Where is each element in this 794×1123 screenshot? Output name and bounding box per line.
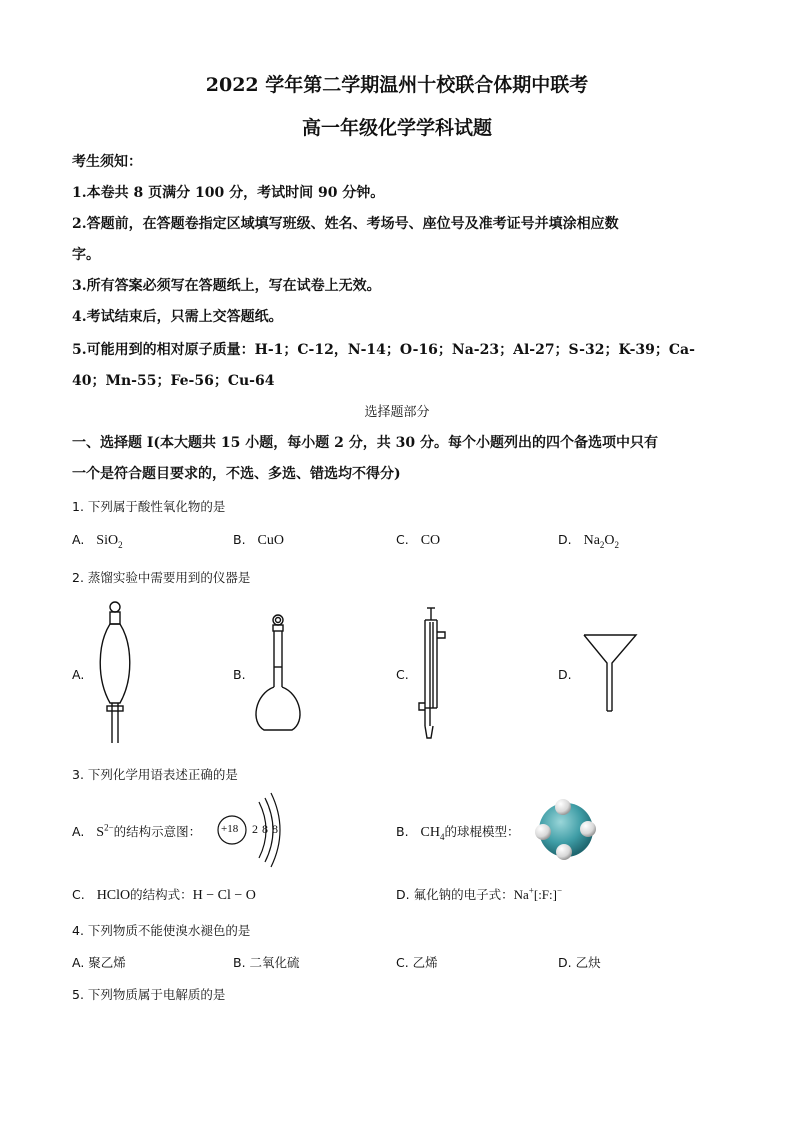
structural-formula: H − Cl − O: [192, 888, 256, 903]
q2-option-c-label: C.: [396, 667, 409, 682]
exam-title: 2022 学年第二学期温州十校联合体期中联考: [205, 74, 589, 96]
notice-item: 4.考试结束后，只需上交答题纸。: [72, 309, 283, 325]
condenser-icon: [413, 608, 453, 743]
notice-item: 字。: [72, 247, 100, 263]
formula-charge: 2−: [104, 822, 114, 833]
q4-option-d: D. 乙炔: [558, 955, 601, 970]
formula-main: [:F:]: [533, 887, 557, 902]
formula-main: CH: [420, 825, 440, 840]
q2-option-b-label: B.: [233, 667, 246, 682]
notice-heading: 考生须知：: [72, 154, 142, 170]
option-text: 的球棍模型：: [444, 824, 520, 839]
q1-option-a: [72, 532, 123, 550]
option-label: A.: [72, 824, 85, 839]
formula-sub: 2: [118, 539, 123, 550]
option-text: 的结构示意图：: [113, 824, 202, 839]
formula-main: S: [96, 825, 105, 840]
q4-option-c: C. 乙烯: [396, 955, 438, 970]
ball-stick-model-icon: [532, 797, 602, 862]
option-label: C.: [396, 532, 409, 547]
volumetric-flask-icon: [250, 612, 310, 737]
q3-option-c: [72, 885, 256, 904]
notice-item: 40；Mn-55；Fe-56；Cu-64: [72, 373, 275, 389]
nucleus-charge: +18: [221, 823, 239, 835]
formula: [421, 825, 445, 840]
formula-main: Na: [513, 887, 529, 902]
question-5-stem: 5. 下列物质属于电解质的是: [72, 987, 226, 1002]
notice-item: 2.答题前，在答题卷指定区域填写班级、姓名、考场号、座位号及准考证号并填涂相应数: [72, 216, 619, 232]
q4-option-a: A. 聚乙烯: [72, 955, 126, 970]
formula-main: Na: [583, 533, 600, 548]
option-formula: CuO: [257, 533, 284, 548]
formula-sub: 2: [599, 539, 605, 550]
option-text: 的结构式：: [130, 887, 193, 902]
formula-charge: +: [528, 885, 534, 896]
formula-sub: 2: [614, 539, 620, 550]
option-label: A.: [72, 532, 85, 547]
part-instructions: 一、选择题 I(本大题共 15 小题，每小题 2 分，共 30 分。每个小题列出的四个备选项中只有: [72, 435, 658, 451]
exam-subtitle: 高一年级化学学科试题: [301, 117, 492, 139]
separatory-funnel-icon: [90, 598, 140, 748]
question-2-stem: 2. 蒸馏实验中需要用到的仪器是: [72, 570, 251, 585]
formula-main: SiO: [96, 533, 119, 548]
formula-main: O: [604, 533, 615, 548]
ion-formula: [96, 822, 114, 840]
funnel-icon: [582, 633, 642, 718]
q3-option-d: [396, 885, 562, 903]
q2-option-d-label: D.: [558, 667, 572, 682]
electron-shells: 2 8 8: [252, 822, 278, 836]
notice-item: 1.本卷共 8 页满分 100 分，考试时间 90 分钟。: [72, 185, 385, 201]
electron-formula: [514, 887, 562, 902]
option-text: 氟化钠的电子式：: [413, 887, 514, 902]
formula-charge: −: [556, 885, 563, 896]
option-label: B.: [396, 824, 409, 839]
formula-sub: 4: [440, 831, 445, 842]
q3-option-b: [396, 822, 520, 842]
q1-option-d: [558, 532, 619, 550]
option-label: D.: [558, 532, 572, 547]
notice-item: 5.可能用到的相对原子质量：H-1；C-12，N-14；O-16；Na-23；Al-27；S-32；K-39；Ca-: [72, 342, 695, 358]
q1-option-b: [233, 532, 284, 549]
question-3-stem: 3. 下列化学用语表述正确的是: [72, 767, 238, 782]
q3-option-a: [72, 822, 201, 841]
section-heading: 选择题部分: [364, 405, 430, 420]
option-formula: [584, 533, 619, 548]
question-4-stem: 4. 下列物质不能使溴水褪色的是: [72, 923, 251, 938]
option-label: D.: [396, 887, 410, 902]
notice-item: 3.所有答案必须写在答题纸上，写在试卷上无效。: [72, 278, 381, 294]
q2-option-a-label: A.: [72, 667, 85, 682]
formula: HClO: [96, 888, 131, 903]
q4-option-b: B. 二氧化硫: [233, 955, 300, 970]
option-label: B.: [233, 532, 246, 547]
part-instructions: 一个是符合题目要求的，不选、多选、错选均不得分): [72, 466, 401, 482]
question-1-stem: 1. 下列属于酸性氧化物的是: [72, 499, 226, 514]
q1-option-c: [396, 532, 440, 549]
option-formula: CO: [420, 533, 441, 548]
option-formula: [96, 533, 122, 548]
option-label: C.: [72, 887, 85, 902]
